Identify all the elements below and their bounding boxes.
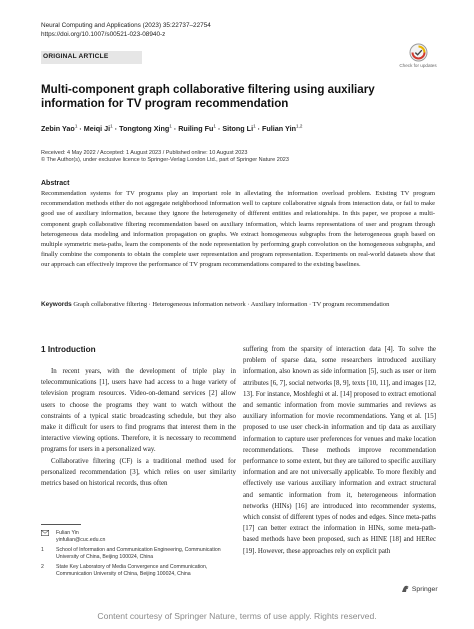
paragraph: suffering from the sparsity of interaction data [4]. To solve the problem of sparse data, some researchers introduced auxiliary information, also known as side information [5], such as user or item attributes [6, 7], social networks [8, 9], texts [10, 11], and images [12, 13]. For instance, Moshfeghi et al. [14] proposed to extract emotional and semantic information from movie summaries and reviews as auxiliary information for movie recommendations. Yang et al. [15] proposed to use user check-in information and tip data as auxiliary information to capture user preferences for venues and make location recommendations. These methods improve recommendation performance to some extent, but they are tailored to specific auxiliary information and are not universally applicable. To more flexibly and effectively use various auxiliary information and extract structural and semantic information from it, heterogeneous information networks (HINs) [16] are introduced into recommender systems, which consist of different types of nodes and edges. Since meta-paths [17] can better extract the information in HINs, some meta-path-based methods have been proposed, such as HINE [18] and HERec [19]. However, these approaches rely on explicit path [243, 346, 436, 555]
envelope-icon [41, 530, 49, 539]
footnote-divider [41, 524, 81, 525]
corresponding-name: Fulian Yin [56, 530, 79, 536]
publication-dates [41, 150, 289, 165]
publisher-name: Springer [411, 585, 438, 593]
publisher-logo [401, 585, 438, 593]
corresponding-email[interactable]: yinfulian@cuc.edu.cn [56, 536, 106, 543]
keywords-text: Graph collaborative filtering · Heterogeneous information network · Auxiliary information · TV program recommendation [73, 301, 390, 308]
author[interactable]: Zebin Yao$^1$ [41, 124, 78, 134]
author[interactable]: Sitong Li$^1$ [222, 124, 256, 134]
abstract-heading: Abstract [41, 180, 70, 187]
affiliation-1: 1 School of Information and Communication Engineering, Communication University of China, Beijing 100024, China [41, 547, 221, 560]
doi-link[interactable]: https://doi.org/10.1007/s00521-023-08940-z [41, 30, 166, 38]
paragraph: Collaborative filtering (CF) is a traditional method used for personalized recommendation [3], which relies on user similarity metrics based on historical records, thus often [41, 457, 236, 488]
copyright-line: © The Author(s), under exclusive licence to Springer-Verlag London Ltd., part of Springer Nature 2023 [41, 157, 289, 164]
author[interactable]: Tongtong Xing$^1$ [119, 124, 172, 134]
footnotes [41, 530, 241, 582]
author[interactable]: Meiqi Ji$^1$ [83, 124, 113, 134]
affiliation-2: 2 State Key Laboratory of Media Convergence and Communication, Communication University of China, Beijing 100024, China [41, 564, 208, 577]
springer-horse-icon [401, 585, 410, 593]
keywords [41, 300, 435, 310]
keywords-label: Keywords [41, 301, 72, 308]
courtesy-notice: Content courtesy of Springer Nature, terms of use apply. Rights reserved. [97, 611, 377, 621]
author-list: Zebin Yao$^1$ · Meiqi $Ji^1$ · Tongtong Xing$^1$ · Ruiling $Fu^1$ · Sitong $Li^1$ · Fulian Yin$^{1,2}$ [41, 124, 303, 134]
abstract-text: Recommendation systems for TV programs play an important role in alleviating the information overload problem. Existing TV program recommendation methods either do not aggregate neighborhood information well to capture collaborative signals from interaction data, or fail to make good use of auxiliary information, because they ignore the heterogeneity of different entities and relationships. In this paper, we propose a multi-component graph collaborative filtering recommendation based on auxiliary information, which learns representations of user and program through heterogeneous data modeling and information propagation on graphs. We extract homogeneous subgraphs from the heterogeneous graph based on multiple symmetric meta-paths, learn the components of the node representation by performing graph convolution on the homogeneous subgraphs, and finally combine the components to obtain the complete user representation and program representation. Experiments on real-world datasets show that our approach can effectively improve the performance of TV program recommendations compared to the existing baselines. [41, 190, 435, 269]
check-updates-text: Check for updates [399, 63, 437, 68]
section-heading-introduction: 1 Introduction [41, 345, 96, 354]
check-for-updates-badge[interactable] [398, 43, 438, 68]
body-column-left [41, 366, 236, 489]
paragraph: In recent years, with the development of triple play in telecommunications [1], users have had access to a huge variety of television program resources. Video-on-demand services [2] allow users to choose the programs they want to watch without the constraints of a typical static broadcasting schedule, but they also make it difficult for users to find programs that interest them in the interactive viewing options. Therefore, it is necessary to recommend programs for users in a personalized way. [41, 368, 236, 454]
journal-header [41, 22, 211, 39]
article-title: Multi-component graph collaborative filtering using auxiliary information for TV program recommendation [41, 83, 375, 111]
journal-citation: Neural Computing and Applications (2023) 35:22737–22754 [41, 22, 211, 29]
corresponding-author [41, 530, 241, 543]
author[interactable]: Ruiling Fu$^1$ [178, 124, 216, 134]
check-updates-icon [409, 43, 428, 62]
author[interactable]: Fulian Yin$^{1,2}$ [262, 124, 303, 134]
body-column-right [243, 344, 436, 557]
publication-history: Received: 4 May 2022 / Accepted: 1 August 2023 / Published online: 10 August 2023 [41, 150, 248, 156]
article-type-label: ORIGINAL ARTICLE [43, 53, 109, 60]
